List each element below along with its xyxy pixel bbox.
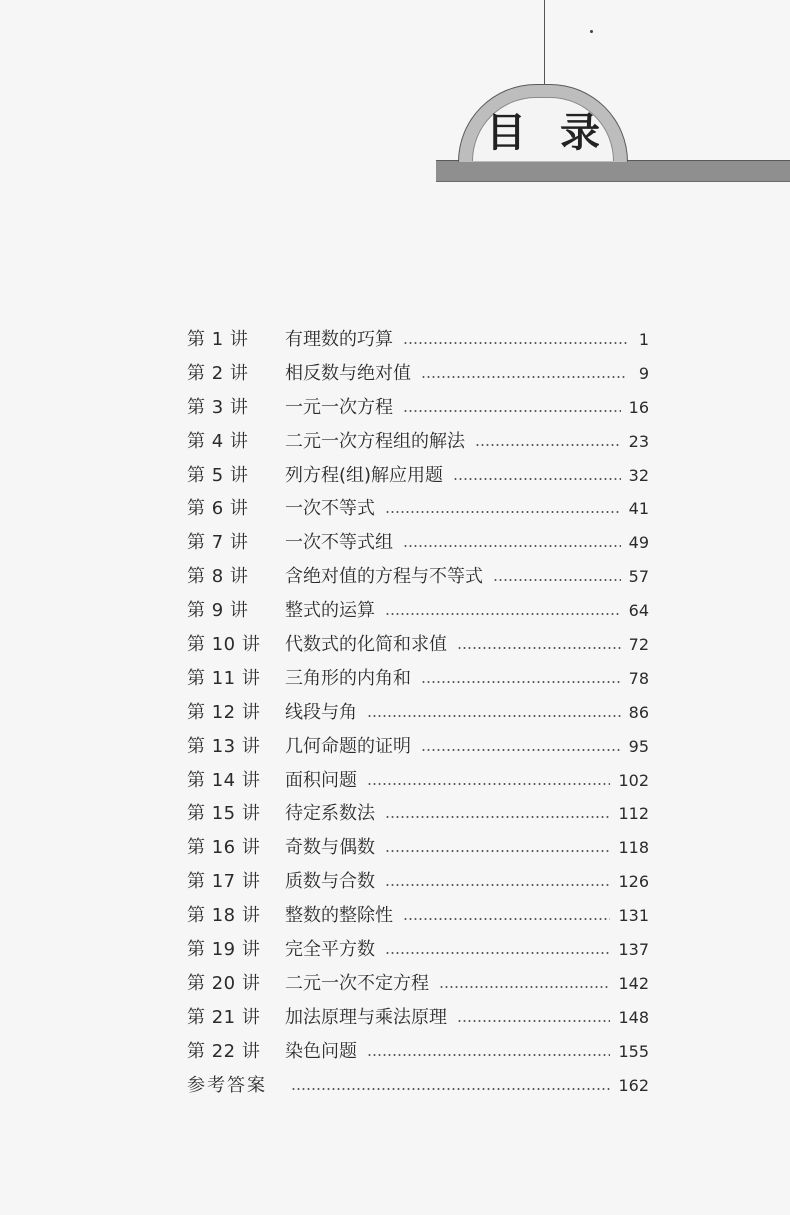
toc-chapter-label: 第 3 讲 (187, 396, 249, 418)
toc-entry[interactable] (187, 560, 649, 594)
toc-page-number: 148 (618, 1007, 649, 1027)
toc-entry[interactable] (187, 730, 649, 764)
toc-dot-leader (403, 342, 627, 344)
toc-entry[interactable] (187, 1035, 649, 1069)
toc-entry[interactable] (187, 459, 649, 493)
toc-title: 染色问题 (285, 1040, 357, 1062)
toc-entry[interactable] (187, 696, 649, 730)
toc-dot-leader (439, 986, 610, 988)
toc-dot-leader (421, 376, 627, 378)
toc-entry[interactable] (187, 797, 649, 831)
toc-chapter-label: 第 16 讲 (187, 837, 261, 859)
toc-title: 二元一次不定方程 (285, 972, 429, 994)
toc-chapter-label: 第 6 讲 (187, 498, 249, 520)
toc-title: 二元一次方程组的解法 (285, 430, 465, 452)
toc-chapter-label: 第 4 讲 (187, 430, 249, 452)
toc-dot-leader (421, 681, 621, 683)
toc-title: 线段与角 (285, 701, 357, 723)
toc-dot-leader (475, 444, 621, 446)
page-title-char-2: 录 (560, 110, 600, 156)
toc-dot-leader (403, 918, 610, 920)
toc-page-number: 16 (628, 397, 649, 417)
toc-chapter-label: 第 9 讲 (187, 600, 249, 622)
toc-chapter-label: 第 5 讲 (187, 464, 249, 486)
toc-entry[interactable] (187, 967, 649, 1001)
toc-page-number: 131 (618, 906, 649, 926)
toc-chapter-label: 第 21 讲 (187, 1006, 261, 1028)
toc-entry[interactable] (187, 899, 649, 933)
toc-title: 三角形的内角和 (285, 667, 411, 689)
toc-chapter-label: 第 22 讲 (187, 1040, 261, 1062)
toc-entry[interactable] (187, 1069, 649, 1103)
toc-title: 有理数的巧算 (285, 328, 393, 350)
toc-entry[interactable] (187, 933, 649, 967)
toc-page-number: 142 (618, 973, 649, 993)
toc-chapter-label: 第 8 讲 (187, 566, 249, 588)
toc-title: 面积问题 (285, 769, 357, 791)
toc-entry[interactable] (187, 526, 649, 560)
toc-chapter-label: 第 14 讲 (187, 769, 261, 791)
toc-entry[interactable] (187, 1001, 649, 1035)
toc-dot-leader (385, 850, 610, 852)
toc-chapter-label: 第 15 讲 (187, 803, 261, 825)
toc-page-number: 32 (628, 465, 649, 485)
toc-title: 待定系数法 (285, 803, 375, 825)
toc-title: 相反数与绝对值 (285, 362, 411, 384)
toc-chapter-label: 第 19 讲 (187, 938, 261, 960)
toc-chapter-label: 第 11 讲 (187, 667, 261, 689)
toc-chapter-label: 第 12 讲 (187, 701, 261, 723)
toc-chapter-label: 第 10 讲 (187, 633, 261, 655)
toc-title: 含绝对值的方程与不等式 (285, 566, 483, 588)
toc-dot-leader (367, 783, 610, 785)
toc-entry[interactable] (187, 425, 649, 459)
toc-dot-leader (385, 816, 610, 818)
toc-title: 列方程(组)解应用题 (285, 464, 444, 486)
toc-page-number: 95 (628, 736, 649, 756)
toc-title: 质数与合数 (285, 871, 375, 893)
toc-entry[interactable] (187, 662, 649, 696)
toc-page-number: 155 (618, 1041, 649, 1061)
toc-dot-leader (453, 478, 621, 480)
toc-title: 整式的运算 (285, 600, 375, 622)
toc-dot-leader (291, 1088, 610, 1090)
toc-dot-leader (385, 884, 610, 886)
toc-page-number: 23 (628, 431, 649, 451)
toc-page-number: 64 (628, 601, 649, 621)
toc-entry[interactable] (187, 492, 649, 526)
page-title-char-1: 目 (486, 110, 526, 156)
toc-page-number: 112 (618, 804, 649, 824)
toc-dot-leader (367, 715, 621, 717)
toc-dot-leader (457, 1020, 610, 1022)
toc-entry[interactable] (187, 391, 649, 425)
toc-chapter-label: 第 1 讲 (187, 328, 249, 350)
toc-entry[interactable] (187, 357, 649, 391)
toc-page-number: 9 (638, 363, 649, 383)
toc-title: 加法原理与乘法原理 (285, 1006, 447, 1028)
toc-entry[interactable] (187, 323, 649, 357)
toc-dot-leader (421, 749, 621, 751)
toc-page-number: 72 (628, 634, 649, 654)
toc-page-number: 78 (628, 668, 649, 688)
print-speck (590, 30, 593, 33)
header-band (436, 160, 790, 182)
toc-dot-leader (385, 511, 621, 513)
toc-chapter-label: 第 2 讲 (187, 362, 249, 384)
toc-page-number: 41 (628, 499, 649, 519)
toc-page-number: 126 (618, 872, 649, 892)
toc-dot-leader (403, 545, 621, 547)
toc-title: 一次不等式组 (285, 532, 393, 554)
toc-page-number: 102 (618, 770, 649, 790)
toc-page-number: 137 (618, 939, 649, 959)
toc-page-number: 86 (628, 702, 649, 722)
toc-title: 代数式的化简和求值 (285, 633, 447, 655)
toc-page-number: 1 (638, 329, 649, 349)
toc-dot-leader (457, 647, 621, 649)
toc-entry[interactable] (187, 764, 649, 798)
toc-title: 一次不等式 (285, 498, 375, 520)
toc-entry[interactable] (187, 628, 649, 662)
toc-chapter-label: 第 17 讲 (187, 871, 261, 893)
toc-dot-leader (385, 952, 610, 954)
toc-chapter-label: 第 20 讲 (187, 972, 261, 994)
toc-title: 几何命题的证明 (285, 735, 411, 757)
toc-chapter-label: 第 18 讲 (187, 905, 261, 927)
toc-chapter-label: 参考答案 (187, 1074, 267, 1096)
toc-page-number: 49 (628, 533, 649, 553)
toc-dot-leader (493, 579, 621, 581)
toc-title: 整数的整除性 (285, 905, 393, 927)
toc-title: 完全平方数 (285, 938, 375, 960)
toc-chapter-label: 第 7 讲 (187, 532, 249, 554)
toc-page-number: 162 (618, 1075, 649, 1095)
toc-dot-leader (385, 613, 621, 615)
toc-page-number: 118 (618, 838, 649, 858)
toc-chapter-label: 第 13 讲 (187, 735, 261, 757)
toc-entry[interactable] (187, 865, 649, 899)
toc-title: 奇数与偶数 (285, 837, 375, 859)
page-title (472, 108, 614, 158)
toc-dot-leader (403, 410, 621, 412)
toc-title: 一元一次方程 (285, 396, 393, 418)
toc-entry[interactable] (187, 594, 649, 628)
toc-dot-leader (367, 1054, 610, 1056)
table-of-contents (187, 323, 649, 1102)
toc-page-number: 57 (628, 567, 649, 587)
toc-entry[interactable] (187, 831, 649, 865)
